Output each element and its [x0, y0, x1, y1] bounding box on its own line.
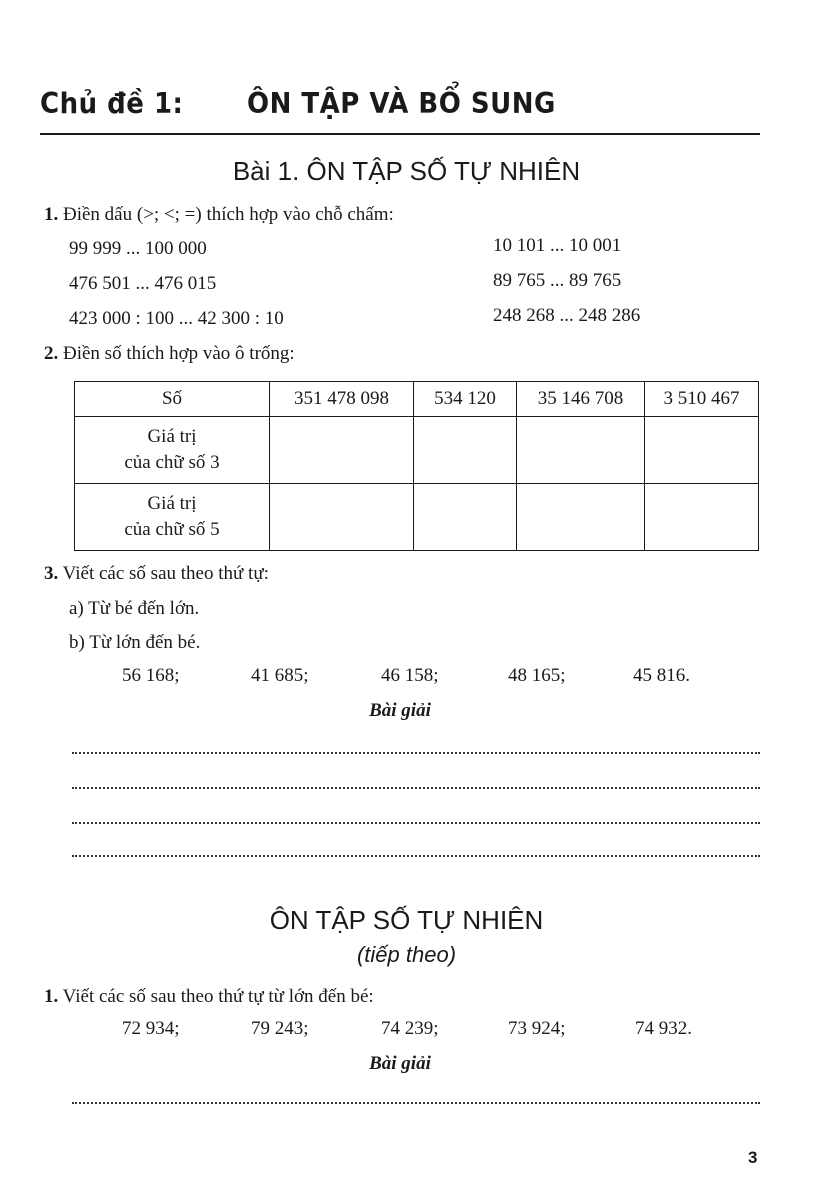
header-rule	[40, 133, 760, 135]
solution-label: Bài giải	[369, 1053, 431, 1074]
table-header-label: Số	[75, 382, 270, 417]
table-header-number: 35 146 708	[517, 382, 645, 417]
number-item: 72 934;	[122, 1018, 180, 1039]
answer-cell[interactable]	[517, 484, 645, 551]
comparison-item: 99 999 ... 100 000	[69, 238, 207, 259]
number-item: 45 816.	[633, 665, 690, 686]
solution-label: Bài giải	[369, 700, 431, 721]
chapter-label: Chủ đề 1:	[40, 88, 184, 121]
chapter-title: ÔN TẬP VÀ BỔ SUNG	[247, 88, 556, 121]
exercise-2-prompt	[44, 343, 295, 365]
answer-cell[interactable]	[270, 484, 414, 551]
lesson-2-subtitle: (tiếp theo)	[356, 942, 457, 967]
answer-line[interactable]	[72, 1102, 760, 1104]
answer-cell[interactable]	[414, 484, 517, 551]
comparison-item: 423 000 : 100 ... 42 300 : 10	[69, 308, 284, 329]
table-row-label	[75, 484, 270, 551]
number-item: 79 243;	[251, 1018, 309, 1039]
answer-cell[interactable]	[270, 417, 414, 484]
number-item: 46 158;	[381, 665, 439, 686]
number-item: 41 685;	[251, 665, 309, 686]
exercise-text: Viết các số sau theo thứ tự từ lớn đến bé:	[62, 986, 374, 1007]
comparison-item: 476 501 ... 476 015	[69, 273, 217, 294]
comparison-item: 89 765 ... 89 765	[493, 270, 622, 291]
table-header-number: 351 478 098	[270, 382, 414, 417]
exercise-1-prompt	[44, 986, 374, 1008]
value-table	[74, 381, 759, 551]
number-item: 74 239;	[381, 1018, 439, 1039]
exercise-number: 1.	[44, 204, 59, 225]
exercise-3-prompt	[44, 563, 269, 585]
exercise-number: 1.	[44, 986, 59, 1007]
number-item: 48 165;	[508, 665, 566, 686]
lesson-2-title: ÔN TẬP SỐ TỰ NHIÊN	[269, 905, 544, 935]
number-item: 74 932.	[635, 1018, 692, 1039]
exercise-number: 2.	[44, 343, 59, 364]
row-label-line: của chữ số 3	[124, 452, 220, 473]
row-label-line: của chữ số 5	[124, 519, 220, 540]
row-label-line: Giá trị	[147, 426, 197, 447]
answer-line[interactable]	[72, 822, 760, 824]
exercise-number: 3.	[44, 563, 59, 584]
answer-line[interactable]	[72, 855, 760, 857]
exercise-text: Điền dấu (>; <; =) thích hợp vào chỗ chấm:	[63, 204, 394, 225]
option-b: b) Từ lớn đến bé.	[69, 632, 201, 653]
answer-cell[interactable]	[517, 417, 645, 484]
answer-cell[interactable]	[645, 484, 759, 551]
table-header-number: 534 120	[414, 382, 517, 417]
comparison-item: 248 268 ... 248 286	[493, 305, 641, 326]
exercise-text: Điền số thích hợp vào ô trống:	[63, 343, 295, 364]
answer-cell[interactable]	[645, 417, 759, 484]
lesson-title: Bài 1. ÔN TẬP SỐ TỰ NHIÊN	[232, 156, 581, 186]
table-row-label	[75, 417, 270, 484]
exercise-1-prompt	[44, 204, 394, 226]
comparison-item: 10 101 ... 10 001	[493, 235, 622, 256]
answer-line[interactable]	[72, 752, 760, 754]
page-number: 3	[748, 1148, 758, 1167]
option-a: a) Từ bé đến lớn.	[69, 598, 200, 619]
number-item: 73 924;	[508, 1018, 566, 1039]
answer-cell[interactable]	[414, 417, 517, 484]
row-label-line: Giá trị	[147, 493, 197, 514]
exercise-text: Viết các số sau theo thứ tự:	[62, 563, 269, 584]
table-header-number: 3 510 467	[645, 382, 759, 417]
answer-line[interactable]	[72, 787, 760, 789]
number-item: 56 168;	[122, 665, 180, 686]
